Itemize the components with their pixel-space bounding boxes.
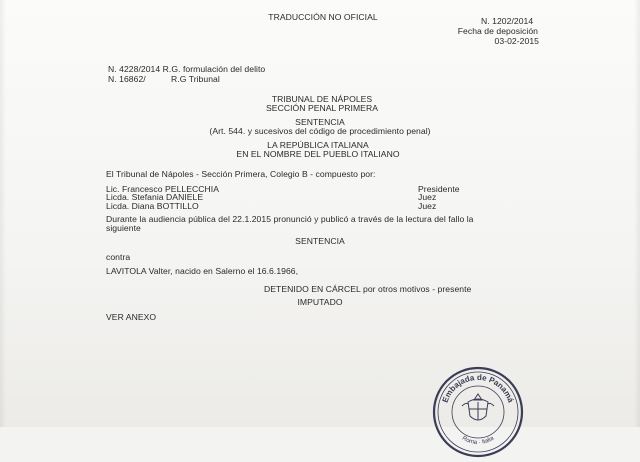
- verdict-heading: SENTENCIA: [295, 236, 345, 246]
- defendant-role: IMPUTADO: [297, 297, 343, 307]
- member-name: Licda. Stefania DANIELE: [106, 192, 204, 202]
- court-section: SECCIÓN PENAL PRIMERA: [266, 103, 378, 113]
- filing-label: Fecha de deposición: [457, 26, 538, 36]
- member-role: Juez: [418, 192, 437, 202]
- sentence-heading: SENTENCIA: [295, 117, 345, 127]
- defendant-line: LAVITOLA Valter, nacido en Salerno el 16.6.1966,: [106, 266, 299, 276]
- rg-tribunal-label: R.G Tribunal: [171, 74, 220, 84]
- people-line: EN EL NOMBRE DEL PUEBLO ITALIANO: [236, 149, 400, 159]
- member-role: Juez: [418, 201, 437, 211]
- seal-bottom-text: Roma · Italia: [460, 435, 496, 447]
- page-edge-left: [0, 0, 6, 427]
- coat-of-arms-icon: [462, 394, 494, 420]
- rg-formulation: N. 4228/2014 R.G. formulación del delito: [108, 64, 266, 74]
- republic-line: LA REPÚBLICA ITALIANA: [267, 140, 369, 150]
- member-name: Lic. Francesco PELLECCHIA: [106, 184, 220, 194]
- rg-tribunal-number: N. 16862/: [108, 74, 146, 84]
- hearing-text-cont: siguiente: [106, 223, 141, 233]
- court-name: TRIBUNAL DE NÁPOLES: [271, 94, 373, 104]
- against-label: contra: [106, 252, 131, 262]
- composition-intro: El Tribunal de Nápoles - Sección Primera, Colegio B - compuesto por:: [106, 169, 376, 179]
- annex-reference: VER ANEXO: [106, 312, 157, 322]
- member-role: Presidente: [418, 184, 460, 194]
- detention-line: DETENIDO EN CÁRCEL por otros motivos - presente: [264, 284, 472, 294]
- page-edge-right: [634, 0, 640, 427]
- translation-title: TRADUCCIÓN NO OFICIAL: [268, 12, 378, 22]
- seal-top-text: Embajada de Panamá: [440, 372, 516, 404]
- case-number: N. 1202/2014: [481, 16, 534, 26]
- sentence-article: (Art. 544. y sucesivos del código de procedimiento penal): [209, 126, 431, 136]
- filing-date: 03-02-2015: [494, 36, 539, 46]
- hearing-text: Durante la audiencia pública del 22.1.2015 pronunció y publicó a través de la lectura del fallo la: [106, 214, 474, 224]
- member-name: Licda. Diana BOTTILLO: [106, 201, 199, 211]
- embassy-seal: [428, 362, 528, 462]
